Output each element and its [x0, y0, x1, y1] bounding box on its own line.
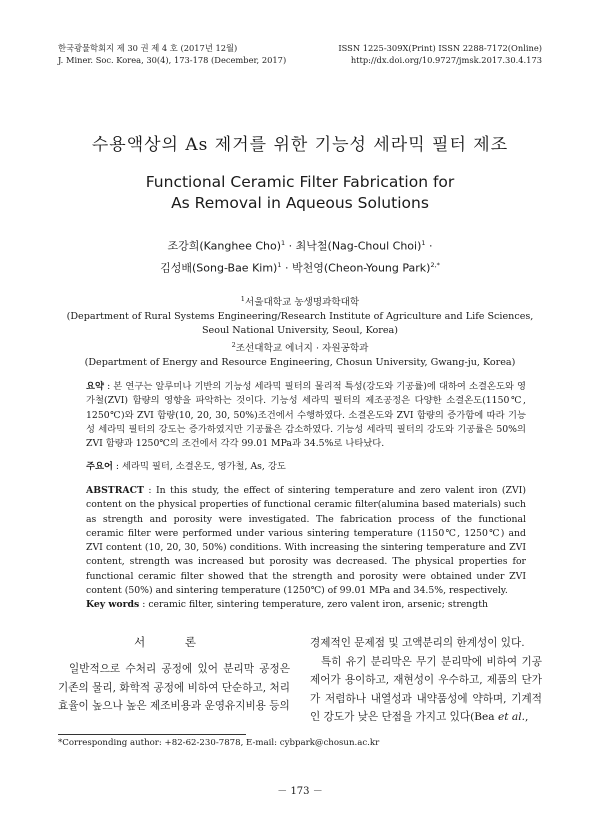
- keywords-korean-text: : 세라믹 필터, 소결온도, 영가철, As, 강도: [112, 461, 286, 472]
- title-english-line1: Functional Ceramic Filter Fabrication for: [145, 173, 455, 191]
- author-cho: 조강희(Kanghee Cho): [167, 239, 282, 253]
- affiliation-1-en-line2: Seoul National University, Seoul, Korea): [201, 325, 399, 337]
- citation-etal: et al.: [497, 711, 525, 724]
- keywords-korean-label: 주요어: [86, 461, 113, 472]
- journal-english: J. Miner. Soc. Korea, 30(4), 173-178 (December, 2017): [58, 55, 287, 65]
- journal-korean: 한국광물학회지 제 30 권 제 4 호 (2017년 12월): [58, 43, 238, 53]
- authors-line2: 김성배(Song-Bae Kim)$^1$ · 박천영(Cheon-Young Park)$^{2,*}$: [160, 260, 440, 275]
- body-left-column: 일반적으로 수처리 공정에 있어 분리막 공정은 기존의 물리, 화학적 공정에 비하여 단순하고, 처리 효율이 높으나 높은 제조비용과 운영유지비용 등의: [58, 663, 290, 713]
- section-heading-introduction: 서 론: [134, 635, 214, 649]
- authors: [0, 234, 600, 277]
- affiliation-1-en-line1: (Department of Rural Systems Engineering/Research Institute of Agriculture and Life Sciences,: [66, 311, 534, 323]
- title-korean: 수용액상의 As 제거를 위한 기능성 세라믹 필터 제조: [91, 135, 509, 155]
- abstract-english-label: ABSTRACT: [86, 485, 144, 496]
- authors-line1: 조강희(Kanghee Cho)$^1$ · 최낙철(Nag-Choul Choi)$^1$ ·: [167, 239, 433, 253]
- abstract-korean: [86, 380, 526, 451]
- affiliations: [0, 292, 600, 370]
- author-kim: 김성배(Song-Bae Kim): [160, 261, 278, 275]
- affiliation-2-en: (Department of Energy and Resource Engineering, Chosun University, Gwang-ju, Korea): [84, 357, 516, 369]
- footnote-corresponding-author: *Corresponding author: +82-62-230-7878, E-mail: cybpark@chosun.ac.kr: [58, 738, 380, 748]
- issn-info: [338, 42, 542, 66]
- abstract-english: [86, 484, 526, 598]
- abstract-english-text: : In this study, the effect of sintering temperature and zero valent iron (ZVI) content on the physical properties of functional ceramic filter(alumina based materials) such as strength and porosity were investigated. The fabrication process of the functional ceramic filter were performed under various sintering temperature (1150℃, 1250℃) and ZVI content (10, 20, 30, 50%) conditions. With increasing the sintering temperature and ZVI content, strength was increased but porosity was decreased. The physical properties for functional ceramic filter showed that the strength and porosity were obtained under ZVI content (50%) and sintering temperature (1250℃) of 99.01 MPa and 34.5%, respectively.: [86, 485, 526, 597]
- right-column-paragraph: 특히 유기 분리막은 무기 분리막에 비하여 기공 제어가 용이하고, 재현성이 우수하고, 제품의 단가가 저렴하나 내열성과 내약품성에 약하며, 기계적인 강도가 낮은 단점을 가지고 있다(Bea et al.,: [310, 655, 542, 724]
- body-right-column: [310, 634, 542, 727]
- author-park: 박천영(Cheon-Young Park): [292, 261, 431, 275]
- keywords-english-label: Key words: [86, 599, 140, 610]
- abstract-korean-label: 요약: [86, 381, 104, 392]
- doi-link[interactable]: http://dx.doi.org/10.9727/jmsk.2017.30.4.173: [350, 55, 542, 65]
- journal-info: [58, 42, 286, 66]
- affiliation-2-ko: $^2$조선대학교 에너지 · 자원공학과: [231, 341, 369, 355]
- keywords-english-text: : ceramic filter, sintering temperature, zero valent iron, arsenic; strength: [139, 599, 488, 610]
- affiliation-1-ko: $^1$서울대학교 농생명과학대학: [240, 295, 360, 309]
- title-english-line2: As Removal in Aqueous Solutions: [171, 194, 429, 212]
- page-number: － 173 －: [277, 786, 323, 797]
- keywords-english: [86, 598, 526, 612]
- right-column-line1: 경제적인 문제점 및 고액분리의 한계성이 있다.: [310, 637, 525, 649]
- footnote-rule: [58, 734, 246, 735]
- keywords-korean: [86, 460, 526, 474]
- issn: ISSN 1225-309X(Print) ISSN 2288-7172(Online): [338, 43, 542, 53]
- author-choi: 최낙철(Nag-Choul Choi): [295, 239, 422, 253]
- abstract-korean-text: : 본 연구는 알루미나 기반의 기능성 세라믹 필터의 물리적 특성(강도와 기공률)에 대하여 소결온도와 영가철(ZVI) 함량의 영향을 파악하는 것이다. 기능성 세라믹 필터의 제조공정은 다양한 소결온도(1150℃, 1250℃)와 ZVI 함량(10, 20, 30, 50%)조건에서 수행하였다. 소결온도와 ZVI 함량의 증가함에 따라 기능성 세라믹 필터의 강도는 증가하였지만 기공률은 감소하였다. 기능성 세라믹 필터의 강도와 기공률은 50%의 ZVI 함량과 1250℃의 조건에서 각각 99.01 MPa과 34.5%로 나타났다.: [86, 381, 526, 450]
